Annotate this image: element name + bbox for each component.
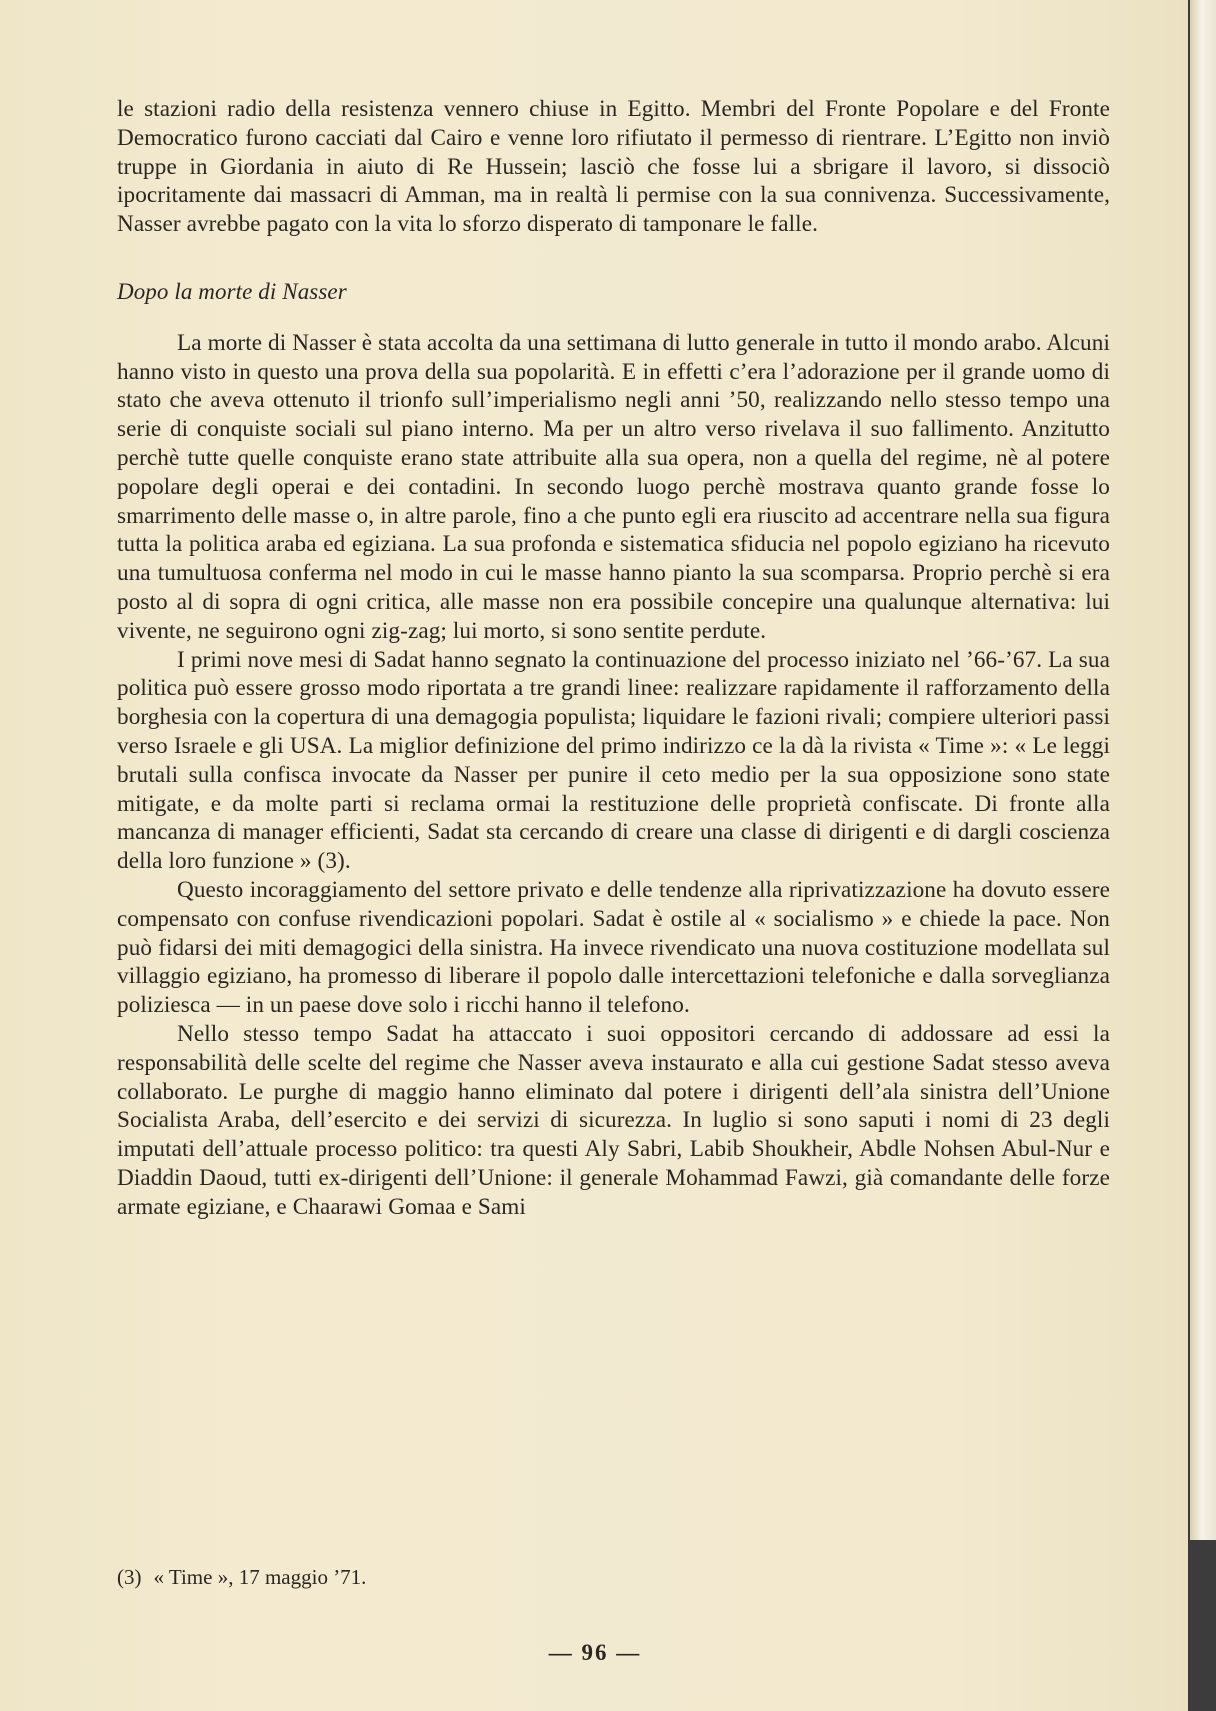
paragraph-4: Nello stesso tempo Sadat ha attaccato i suoi oppositori cercando di addossare ad essi la responsabilità delle scelte del regime che Nasser aveva instaurato e alla cui gestione Sadat stesso aveva collaborato. Le purghe di maggio hanno eliminato dal potere i dirigenti dell’ala sinistra dell’Unione Socialista Araba, dell’esercito e dei servizi di sicurezza. In luglio si sono saputi i nomi di 23 degli imputati dell’attuale processo politico: tra questi Aly Sabri, Labib Shoukheir, Abdle Nohsen Abul-Nur e Diaddin Daoud, tutti ex-dirigenti dell’Unione: il generale Mohammad Fawzi, già comandante delle forze armate egiziane, e Chaarawi Gomaa e Sami (117, 1020, 1110, 1220)
footnote-number: (3) (117, 1565, 142, 1589)
page-number: — 96 — (548, 1640, 642, 1665)
page-edge (1188, 0, 1216, 1711)
paragraph-2: I primi nove mesi di Sadat hanno segnato la continuazione del processo iniziato nel ’66-’67. La sua politica può essere grosso modo riportata a tre grandi linee: realizzare rapidamente il rafforzamento della borghesia con la copertura di una demagogia populista; liquidare le fazioni rivali; compiere ulteriori passi verso Israele e gli USA. La miglior definizione del primo indirizzo ce la dà la rivista « Time »: « Le leggi brutali sulla confisca invocate da Nasser per punire il ceto medio per la sua opposizione sono state mitigate, e da molte parti si reclama ormai la restituzione delle proprietà confiscate. Di fronte alla mancanza di manager efficienti, Sadat sta cercando di creare una classe di dirigenti e di dargli coscienza della loro funzione » (3). (117, 646, 1110, 875)
paragraph-1: La morte di Nasser è stata accolta da una settimana di lutto generale in tutto il mondo arabo. Alcuni hanno visto in questo una prova della sua popolarità. E in effetti c’era l’adorazione per il grande uomo di stato che aveva ottenuto il trionfo sull’imperialismo negli anni ’50, realizzando nello stesso tempo una serie di conquiste sociali sul piano interno. Ma per un altro verso rivelava il suo fallimento. Anzitutto perchè tutte quelle conquiste erano state attribuite alla sua opera, non a quella del regime, nè al potere popolare degli operai e dei contadini. In secondo luogo perchè mostrava quanto grande fosse lo smarrimento delle masse o, in altre parole, fino a che punto egli era riuscito ad accentrare nella sua figura tutta la politica araba ed egiziana. La sua profonda e sistematica sfiducia nel popolo egiziano ha ricevuto una tumultuosa conferma nel modo in cui le masse hanno pianto la sua scomparsa. Proprio perchè si era posto al di sopra di ogni critica, alle masse non era possibile concepire una qualunque alternativa: lui vivente, ne seguirono ogni zig-zag; lui morto, si sono sentite perdute. (117, 329, 1110, 644)
section-heading: Dopo la morte di Nasser (117, 278, 347, 304)
paragraph-intro: le stazioni radio della resistenza vennero chiuse in Egitto. Membri del Fronte Popolare e del Fronte Democratico furono cacciati dal Cairo e venne loro rifiutato il permesso di rientrare. L’Egitto non inviò truppe in Giordania in aiuto di Re Hussein; lasciò che fosse lui a sbrigare il lavoro, si dissociò ipocritamente dai massacri di Amman, ma in realtà li permise con la sua connivenza. Successivamente, Nasser avrebbe pagato con la vita lo sforzo disperato di tamponare le falle. (117, 96, 1110, 238)
page-edge-shadow (1190, 1540, 1216, 1711)
footnote-text: « Time », 17 maggio ’71. (153, 1565, 367, 1589)
footnote (117, 1563, 366, 1591)
paragraph-3: Questo incoraggiamento del settore privato e delle tendenze alla riprivatizzazione ha dovuto essere compensato con confuse rivendicazioni popolari. Sadat è ostile al « socialismo » e chiede la pace. Non può fidarsi dei miti demagogici della sinistra. Ha invece rivendicato una nuova costituzione modellata sul villaggio egiziano, ha promesso di liberare il popolo dalle intercettazioni telefoniche e dalla sorveglianza poliziesca — in un paese dove solo i ricchi hanno il telefono. (117, 876, 1110, 1019)
body-text (117, 95, 1110, 1221)
